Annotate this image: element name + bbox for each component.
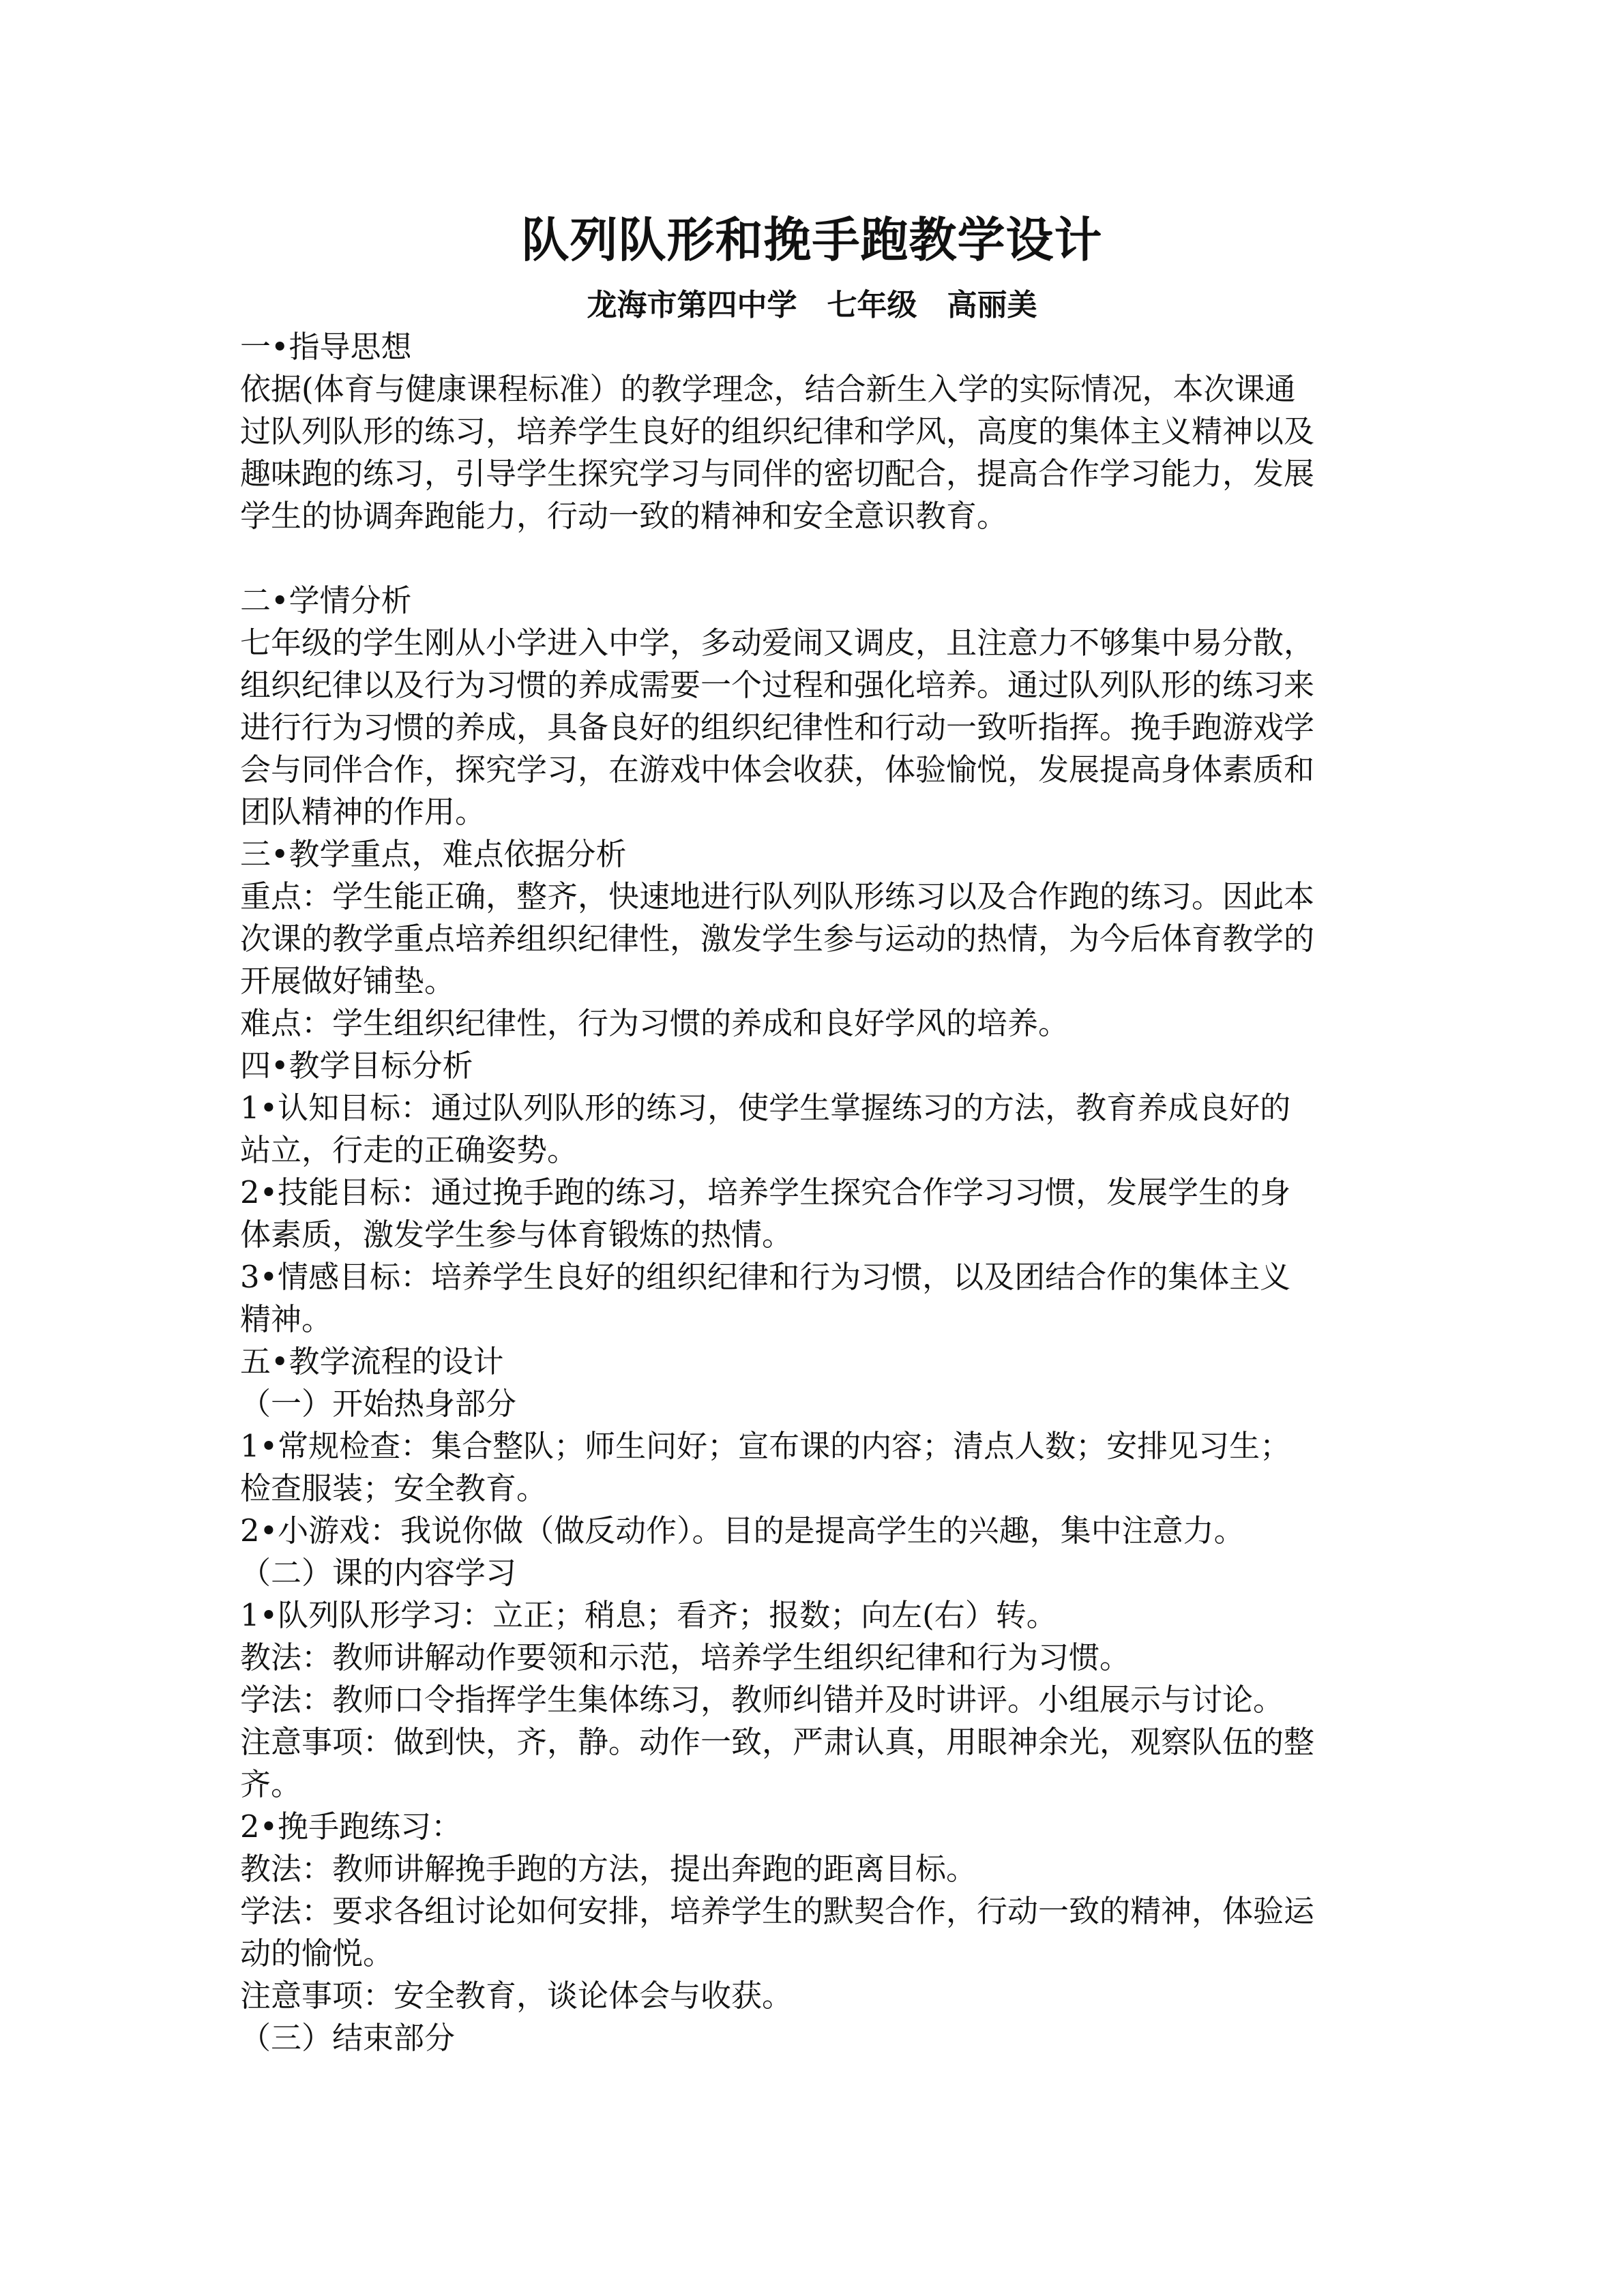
text-line: 难点：学生组织纪律性，行为习惯的养成和良好学风的培养。 xyxy=(240,1005,1069,1041)
text-line: 会与同伴合作，探究学习，在游戏中体会收获，体验愉悦，发展提高身体素质和 xyxy=(240,751,1315,788)
text-line: （一）开始热身部分 xyxy=(240,1386,517,1422)
text-line: 重点：学生能正确，整齐，快速地进行队列队形练习以及合作跑的练习。因此本 xyxy=(240,878,1315,914)
text-line: 精神。 xyxy=(240,1301,333,1337)
text-line: 站立，行走的正确姿势。 xyxy=(240,1132,578,1168)
text-line: 进行行为习惯的养成，具备良好的组织纪律性和行动一致听指挥。挽手跑游戏学 xyxy=(240,709,1315,745)
text-line: 1•队列队形学习：立正；稍息；看齐；报数；向左(右）转。 xyxy=(240,1597,1057,1633)
text-line: 体素质，激发学生参与体育锻炼的热情。 xyxy=(240,1217,793,1253)
document-body xyxy=(240,326,1393,2059)
text-line: 学法：要求各组讨论如何安排，培养学生的默契合作，行动一致的精神，体验运 xyxy=(240,1893,1315,1929)
text-line: 依据(体育与健康课程标准）的教学理念，结合新生入学的实际情况，本次课通 xyxy=(240,371,1296,407)
text-line: 组织纪律以及行为习惯的养成需要一个过程和强化培养。通过队列队形的练习来 xyxy=(240,667,1315,703)
text-line: 教法：教师讲解动作要领和示范，培养学生组织纪律和行为习惯。 xyxy=(240,1639,1131,1675)
text-line: 检查服装；安全教育。 xyxy=(240,1470,548,1506)
text-line: 团队精神的作用。 xyxy=(240,794,486,830)
text-line: 学生的协调奔跑能力，行动一致的精神和安全意识教育。 xyxy=(240,498,1008,534)
text-line: 过队列队形的练习，培养学生良好的组织纪律和学风，高度的集体主义精神以及 xyxy=(240,413,1315,449)
text-line: （三）结束部分 xyxy=(240,2020,456,2056)
text-line: 3•情感目标：培养学生良好的组织纪律和行为习惯，以及团结合作的集体主义 xyxy=(240,1259,1291,1295)
text-line: 四•教学目标分析 xyxy=(240,1047,473,1084)
text-line: 七年级的学生刚从小学进入中学，多动爱闹又调皮，且注意力不够集中易分散， xyxy=(240,625,1315,661)
text-line: 动的愉悦。 xyxy=(240,1935,394,1971)
text-line: 教法：教师讲解挽手跑的方法，提出奔跑的距离目标。 xyxy=(240,1851,977,1887)
text-line: （二）课的内容学习 xyxy=(240,1555,517,1591)
text-line: 1•常规检查：集合整队；师生问好；宣布课的内容；清点人数；安排见习生； xyxy=(240,1428,1291,1464)
text-line: 2•小游戏：我说你做（做反动作）。目的是提高学生的兴趣，集中注意力。 xyxy=(240,1512,1245,1549)
text-line: 2•技能目标：通过挽手跑的练习，培养学生探究合作学习习惯，发展学生的身 xyxy=(240,1174,1291,1210)
text-line: 2•挽手跑练习： xyxy=(240,1808,462,1845)
text-line: 注意事项：安全教育，谈论体会与收获。 xyxy=(240,1978,793,2014)
text-line: 1•认知目标：通过队列队形的练习，使学生掌握练习的方法，教育养成良好的 xyxy=(240,1090,1291,1126)
text-line: 一•指导思想 xyxy=(240,329,412,365)
text-line: 学法：教师口令指挥学生集体练习，教师纠错并及时讲评。小组展示与讨论。 xyxy=(240,1682,1284,1718)
text-line: 注意事项：做到快，齐，静。动作一致，严肃认真，用眼神余光，观察队伍的整 xyxy=(240,1724,1315,1760)
text-line: 二•学情分析 xyxy=(240,582,412,618)
text-line: 次课的教学重点培养组织纪律性，激发学生参与运动的热情，为今后体育教学的 xyxy=(240,921,1315,957)
blank-line xyxy=(240,537,1393,580)
text-line: 开展做好铺垫。 xyxy=(240,963,456,999)
text-line: 三•教学重点，难点依据分析 xyxy=(240,836,627,872)
text-line: 五•教学流程的设计 xyxy=(240,1343,504,1380)
document-title: 队列队形和挽手跑教学设计 xyxy=(521,212,1103,268)
text-line: 趣味跑的练习，引导学生探究学习与同伴的密切配合，提高合作学习能力，发展 xyxy=(240,456,1315,492)
author-line: 龙海市第四中学 七年级 高丽美 xyxy=(587,288,1037,323)
text-line: 齐。 xyxy=(240,1766,302,1802)
